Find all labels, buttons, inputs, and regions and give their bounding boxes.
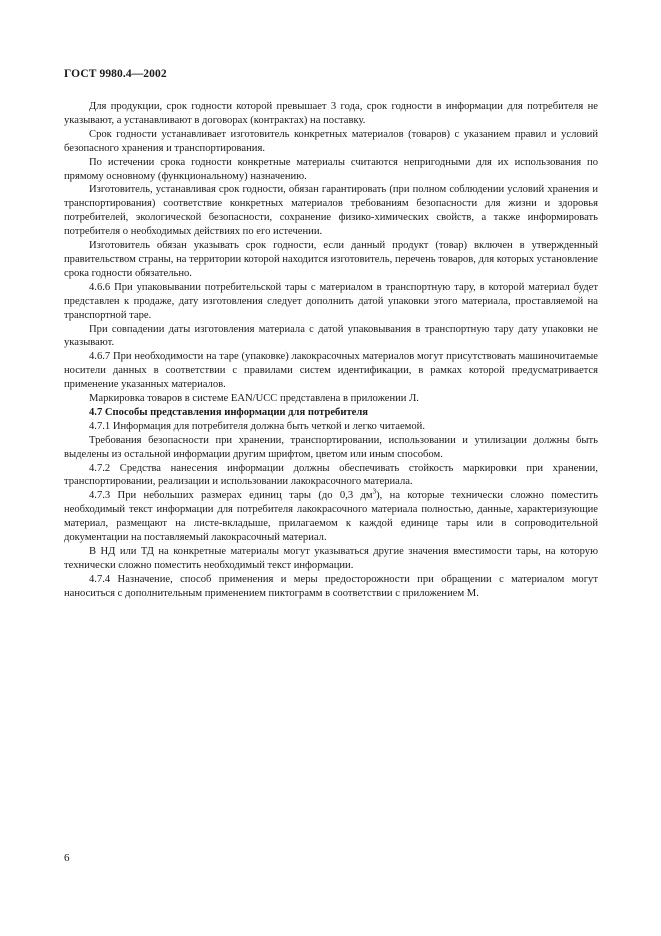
body-text: [64, 100, 598, 601]
paragraph: 4.6.6 При упаковывании потребительской тары с материалом в транспортную тару, в которой материал будет представлен к продаже, дату изготовления следует дополнить датой упаковки этого материала, проставляемой на транспортной таре.: [64, 281, 598, 321]
section-heading: 4.7 Способы представления информации для потребителя: [89, 406, 369, 418]
paragraph: Срок годности устанавливает изготовитель конкретных материалов (товаров) с указанием правил и условий безопасного хранения и транспортирования.: [64, 128, 598, 154]
paragraph: Изготовитель, устанавливая срок годности, обязан гарантировать (при полном соблюдении условий хранения и транспортирования) соответствие конкретных материалов требованиям безопасности для жизни и здоровья потребителей, экологической безопасности, сохранение физико-химических свойств, а также информировать потребителя о необходимых действиях по его истечении.: [64, 184, 598, 238]
paragraph: Для продукции, срок годности которой превышает 3 года, срок годности в информации для потребителя не указывают, а устанавливают в договорах (контрактах) на поставку.: [64, 101, 598, 126]
paragraph: 4.7.4 Назначение, способ применения и меры предосторожности при обращении с материалом могут наноситься с дополнительным применением пиктограмм в соответствии с приложением М.: [64, 573, 598, 599]
paragraph: По истечении срока годности конкретные материалы считаются непригодными для их использования по прямому основному (функциональному) назначению.: [64, 156, 598, 182]
paragraph: Изготовитель обязан указывать срок годности, если данный продукт (товар) включен в утвержденный правительством страны, на территории которой находится изготовитель, перечень товаров, для которых установление срока годности обязательно.: [64, 240, 598, 279]
paragraph: [64, 489, 598, 545]
paragraph-text-part: ), на которые технически сложно поместить необходимый текст информации для потребителя лакокрасочного материала полностью, данные, характеризующие материал, размещают на листе-вкладыше, прилагаемом к каждой единице тары или в сопроводительной документации на поставляемый лакокрасочный материал.: [64, 490, 598, 544]
paragraph: При совпадении даты изготовления материала с датой упаковывания в транспортную тару дату упаковки не указывают.: [64, 323, 598, 349]
paragraph: В НД или ТД на конкретные материалы могут указываться другие значения вместимости тары, на которую технически сложно поместить необходимый текст информации.: [64, 546, 598, 571]
document-header: ГОСТ 9980.4—2002: [64, 68, 167, 80]
paragraph: 4.6.7 При необходимости на таре (упаковке) лакокрасочных материалов могут присутствовать машиночитаемые носители данных в соответствии с правилами систем идентификации, в рамках которой предусматривается применение указанных материалов.: [64, 351, 598, 391]
paragraph-text-part: 4.7.3 При небольших размерах единиц тары (до 0,3 дм: [89, 490, 373, 502]
page-number: 6: [64, 852, 70, 864]
paragraph: 4.7.2 Средства нанесения информации должны обеспечивать стойкость маркировки при хранении, транспортировании, реализации и использовании лакокрасочного материала.: [64, 462, 598, 488]
superscript: 3: [372, 487, 377, 496]
paragraph: Требования безопасности при хранении, транспортировании, использовании и утилизации должны быть выделены из остальной информации другим шрифтом, цветом или иным способом.: [64, 434, 598, 460]
paragraph: 4.7.1 Информация для потребителя должна быть четкой и легко читаемой.: [89, 420, 425, 432]
paragraph: Маркировка товаров в системе EAN/UCC представлена в приложении Л.: [89, 393, 419, 405]
